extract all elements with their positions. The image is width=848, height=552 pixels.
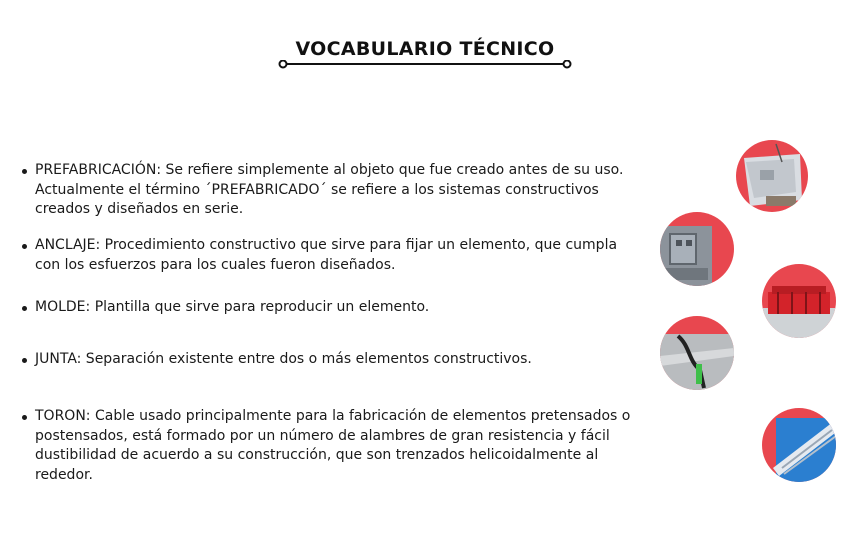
bullet-icon	[22, 244, 27, 249]
strand-cable-photo	[762, 408, 836, 482]
term-junta	[22, 350, 637, 370]
term-molde	[22, 298, 637, 318]
page-title: VOCABULARIO TÉCNICO	[295, 38, 555, 60]
bullet-icon	[22, 306, 27, 311]
underline-end-dot-right	[564, 61, 571, 68]
term-prefabricacion	[22, 161, 637, 220]
term-text: TORON: Cable usado principalmente para la fabricación de elementos pretensados o postensados, está formado por un número de alambres de gran resistencia y fácil dustibilidad de acuerdo a su construcción, que son trenzados helicoidalmente al rededor.	[35, 408, 631, 483]
title-block	[278, 36, 572, 72]
term-text: PREFABRICACIÓN: Se refiere simplemente al objeto que fue creado antes de su uso. Actualmente el término ´PREFABRICADO´ se refiere a los sistemas constructivos creados y diseñados en serie.	[35, 162, 624, 217]
bullet-icon	[22, 415, 27, 420]
molds-photo	[762, 264, 836, 338]
bullet-icon	[22, 169, 27, 174]
term-toron	[22, 407, 637, 485]
term-text: MOLDE: Plantilla que sirve para reproducir un elemento.	[35, 299, 430, 315]
term-anclaje	[22, 236, 637, 275]
anchor-bracket-photo	[660, 212, 734, 286]
prefabricated-panel-photo	[736, 140, 808, 212]
title-underline	[278, 60, 572, 74]
term-text: ANCLAJE: Procedimiento constructivo que sirve para fijar un elemento, que cumpla con los esfuerzos para los cuales fueron diseñados.	[35, 237, 618, 273]
underline-end-dot-left	[280, 61, 287, 68]
term-text: JUNTA: Separación existente entre dos o más elementos constructivos.	[35, 351, 532, 367]
joint-photo	[660, 316, 734, 390]
bullet-icon	[22, 358, 27, 363]
